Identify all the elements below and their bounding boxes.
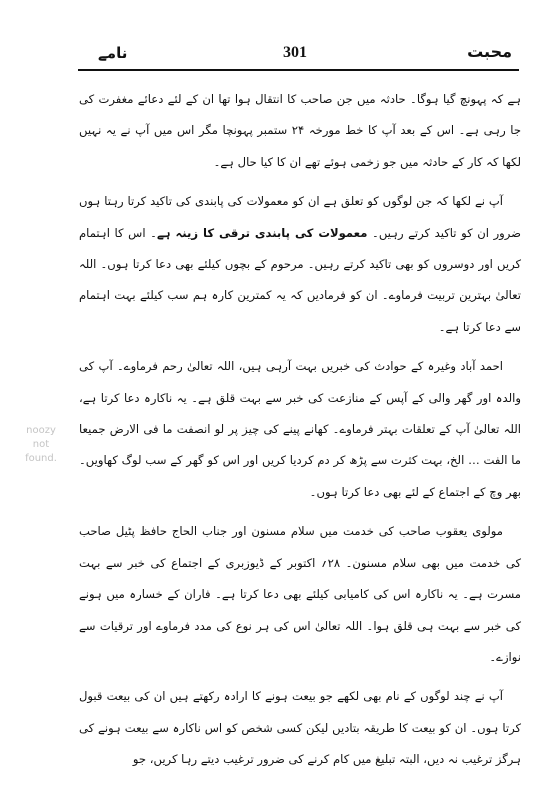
paragraph-4: مولوی یعقوب صاحب کی خدمت میں سلام مسنون اور جناب الحاج حافظ پٹیل صاحب کی خدمت میں بھی سلام مسنون۔ ۲۸؍ اکتوبر کے ڈیوزبری کے اجتماع کی خبر سے بہت مسرت ہے۔ یہ ناکارہ اس کی کامیابی کیلئے بھی دعا کرتا ہے۔ فاران کے خسارہ میں ہونے کی خبر سے بہت ہی قلق ہوا۔ اللہ تعالیٰ اس کی ہر نوع کی مدد فرماوے اور ترقیات سے نوازے۔: [79, 524, 522, 664]
page-header: [78, 42, 518, 68]
paragraph-2-emphasis: معمولات کی پابندی ترقی کا زینہ ہے: [156, 225, 368, 240]
paragraph-1: ہے کہ پہونچ گیا ہوگا۔ حادثہ میں جن صاحب کا انتقال ہوا تھا ان کے لئے دعائے مغفرت کی جا رہی ہے۔ اس کے بعد آپ کا خط مورخہ ۲۴ ستمبر پہونچا مگر اس میں آپ نے یہ نہیں لکھا کہ کار کے حادثہ میں جو زخمی ہوئے تھے ان کا کیا حال ہے۔: [79, 92, 521, 169]
paragraph-2-start: آپ نے لکھا کہ جن لوگوں کو تعلق ہے ان کو معمولات کی پابندی کی تاکید کرتا رہتا ہوں ضرور ان کو تاکید کرتے رہیں۔: [79, 194, 522, 240]
paragraph-2: [79, 186, 521, 343]
header-rule: [78, 69, 519, 71]
paragraph-2-end: ۔ اس کا اہتمام کریں اور دوسروں کو بھی تاکید کرتے رہیں۔ مرحوم کے بچوں کیلئے بھی دعا کرتا ہوں۔ اللہ تعالیٰ بہترین تربیت فرماوے۔ ان کو فرمادیں کہ یہ کمترین کارہ ہم سب کیلئے بہت اہتمام سے دعا کرتا ہے۔: [79, 225, 521, 334]
header-right-title: محبت: [467, 42, 512, 61]
paragraph-3: احمد آباد وغیرہ کے حوادث کی خبریں بہت آرہی ہیں، اللہ تعالیٰ رحم فرماوے۔ آپ کی والدہ اور گھر والی کے آپس کے منازعت کی خبر سے بہت قلق ہے۔ یہ ناکارہ دعا کرتا ہے، اللہ تعالیٰ آپ کے تعلقات بہتر فرماوے۔ کھانے پینے کی چیز پر لو انصفت ما فی الارض جمیعا ما الفت … الخ، بہت کثرت سے پڑھ کر دم کردیا کریں اور اس کو گھر کے سب لوگ کھاویں۔ بھر وچ کے اجتماع کے لئے بھی دعا کرتا ہوں۔: [79, 359, 521, 499]
header-left-title: نامے: [98, 44, 128, 62]
page-number: 301: [283, 44, 307, 61]
paragraph-5: آپ نے چند لوگوں کے نام بھی لکھے جو بیعت ہونے کا ارادہ رکھتے ہیں ان کی بیعت قبول کرتا ہوں۔ ان کو بیعت کا طریقہ بتادیں لیکن کسی شخص کو اس ناکارہ سے بیعت ہونے کی ہرگز ترغیب نہ دیں، البتہ تبلیغ میں کام کرنے کی ضرور ترغیب دیتے رہا کریں، جو: [79, 689, 521, 767]
missing-image-placeholder: noozy not found.: [25, 425, 57, 464]
letter-body: [79, 84, 521, 784]
